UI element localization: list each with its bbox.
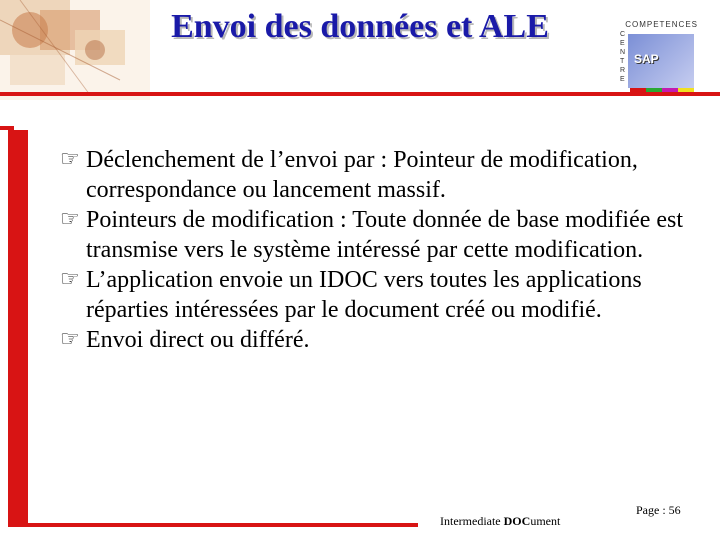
header-collage-image: [0, 0, 150, 100]
left-accent-bar: [8, 130, 28, 525]
bullet-item: [60, 205, 700, 265]
pointing-hand-icon: ☞: [60, 267, 80, 292]
page-number: Page : 56: [636, 503, 681, 517]
pointing-hand-icon: ☞: [60, 207, 80, 232]
bullet-text: Déclenchement de l’envoi par : Pointeur de modification, correspondance ou lancement massif.: [86, 147, 638, 203]
bullet-item: [60, 325, 700, 355]
logo-sap-text: SAP: [634, 52, 659, 66]
bullet-text: L’application envoie un IDOC vers toutes les applications réparties intéressées par le document créé ou modifié.: [86, 267, 642, 323]
pointing-hand-icon: ☞: [60, 327, 80, 352]
logo-side-text: C E N T R E: [620, 31, 626, 83]
bullet-item: [60, 265, 700, 325]
header-divider: [0, 92, 720, 96]
footer-divider: [8, 523, 418, 527]
logo-top-text: COMPETENCES: [625, 20, 698, 29]
slide-title: Envoi des données et ALE: [171, 8, 549, 45]
pointing-hand-icon: ☞: [60, 147, 80, 172]
bullet-text: Pointeurs de modification : Toute donnée de base modifiée est transmise vers le système intéressé par cette modification.: [86, 207, 684, 263]
bullet-text: Envoi direct ou différé.: [86, 327, 310, 353]
bullet-list: [60, 145, 700, 355]
bullet-item: [60, 145, 700, 205]
footer-doc-label: Intermediate DOCument: [440, 514, 561, 528]
